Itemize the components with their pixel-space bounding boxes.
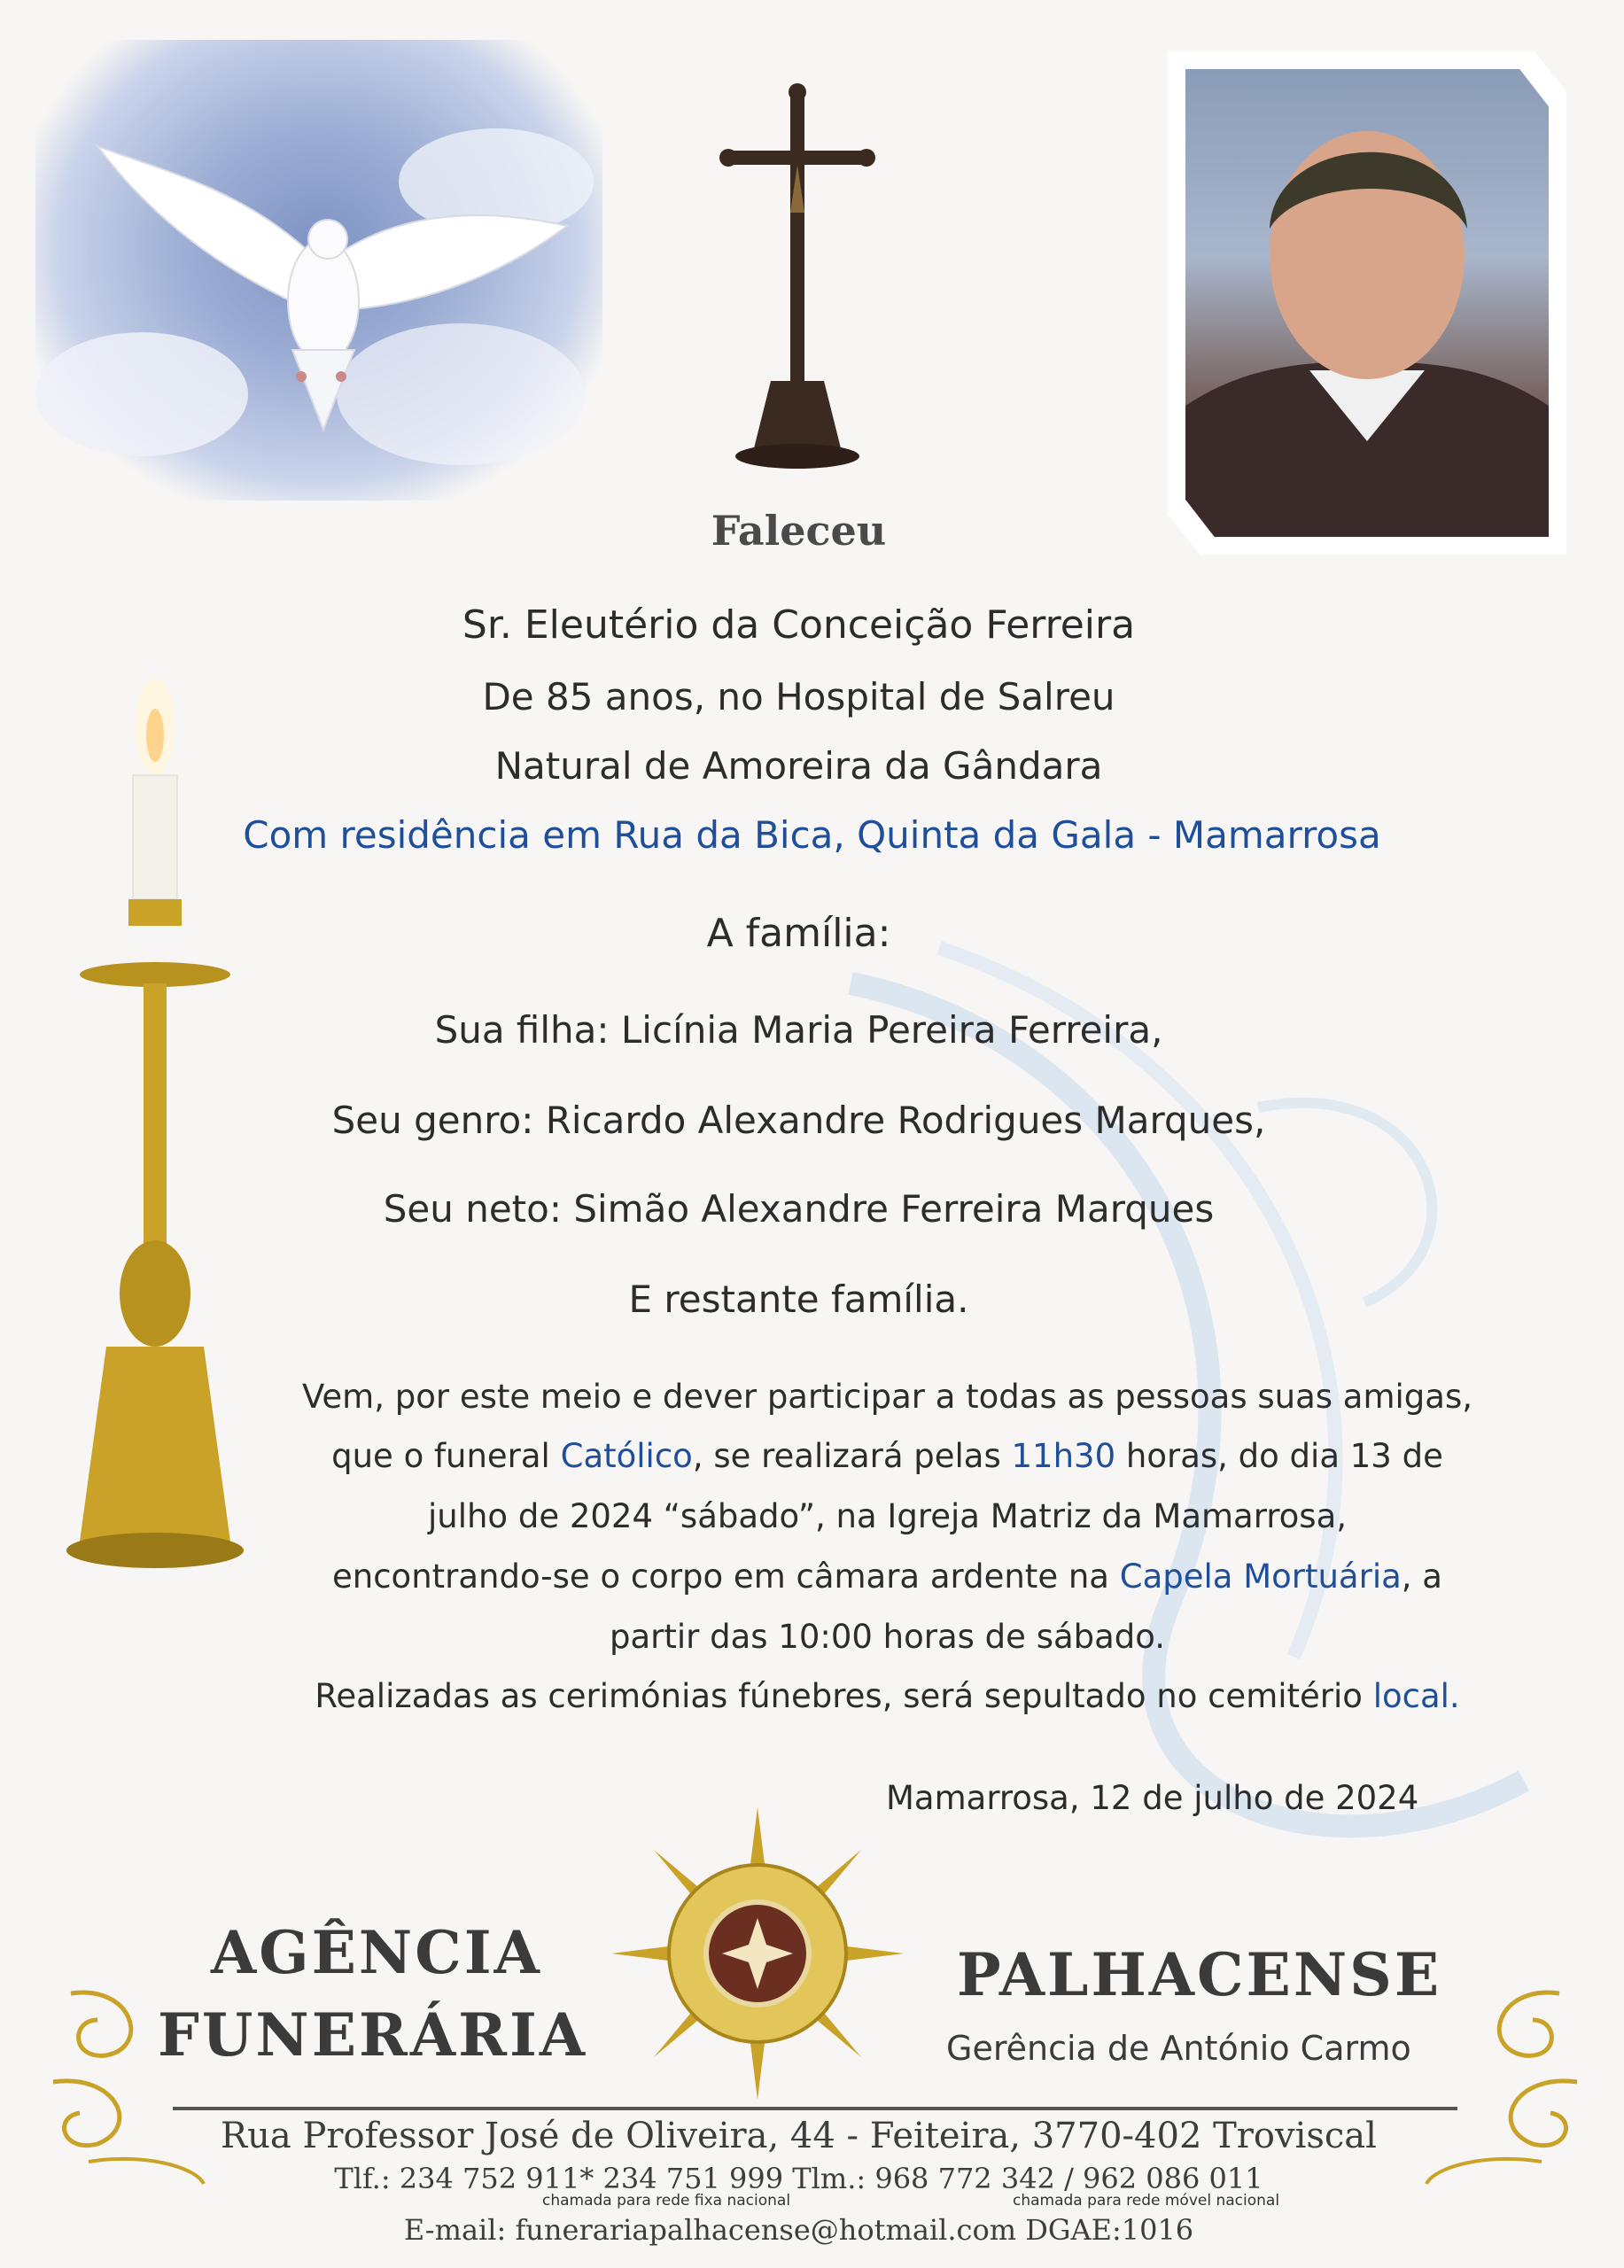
portrait-photo (1168, 51, 1566, 555)
family-member: Seu genro: Ricardo Alexandre Rodrigues Marques, (331, 1099, 1266, 1142)
highlight-local: local. (1372, 1677, 1460, 1715)
family-member: E restante família. (628, 1278, 969, 1321)
announcement-line-2: que o funeral Católico, se realizará pelas 11h30 horas, do dia 13 de (331, 1437, 1443, 1475)
announcement-line-5: partir das 10:00 horas de sábado. (609, 1618, 1166, 1656)
note-mobile-line: chamada para rede móvel nacional (1013, 2192, 1280, 2210)
origin: Natural de Amoreira da Gândara (494, 744, 1103, 788)
agency-emblem-icon (611, 1807, 904, 2100)
gold-ornament-right-icon (1418, 1976, 1595, 2188)
footer-email: E-mail: funerariapalhacense@hotmail.com DGAE:1016 (403, 2213, 1194, 2247)
announcement-line-6: Realizadas as cerimónias fúnebres, será sepultado no cemitério local. (315, 1677, 1460, 1715)
dove-clouds-image (35, 40, 602, 501)
agency-word-agencia: AGÊNCIA (211, 1918, 542, 1987)
agency-management: Gerência de António Carmo (946, 2029, 1411, 2068)
highlight-catolico: Católico (560, 1437, 693, 1475)
footer-address: Rua Professor José de Oliveira, 44 - Feiteira, 3770-402 Troviscal (221, 2116, 1377, 2156)
agency-word-funeraria: FUNERÁRIA (158, 2000, 588, 2070)
announcement-line-3: julho de 2024 “sábado”, na Igreja Matriz da Mamarrosa, (427, 1497, 1348, 1535)
deceased-name: Sr. Eleutério da Conceição Ferreira (462, 602, 1136, 648)
note-fixed-line: chamada para rede fixa nacional (542, 2192, 791, 2210)
announcement-line-4: encontrando-se o corpo em câmara ardente na Capela Mortuária, a (332, 1557, 1442, 1596)
family-heading: A família: (706, 911, 891, 956)
highlight-time: 11h30 (1011, 1437, 1116, 1475)
residence: Com residência em Rua da Bica, Quinta da Gala - Mamarrosa (243, 813, 1381, 857)
gold-ornament-left-icon (35, 1976, 213, 2188)
place-and-date: Mamarrosa, 12 de julho de 2024 (886, 1779, 1419, 1817)
family-member: Seu neto: Simão Alexandre Ferreira Marques (383, 1187, 1215, 1231)
highlight-chapel: Capela Mortuária (1119, 1557, 1402, 1596)
family-member: Sua filha: Licínia Maria Pereira Ferreira, (434, 1008, 1163, 1052)
footer-phones: Tlf.: 234 752 911* 234 751 999 Tlm.: 968 772 342 / 962 086 011 (334, 2162, 1263, 2195)
agency-word-palhacense: PALHACENSE (957, 1940, 1442, 2009)
footer-divider (173, 2107, 1457, 2110)
crucifix-icon (709, 80, 886, 478)
announcement-line-1: Vem, por este meio e dever participar a todas as pessoas suas amigas, (301, 1378, 1472, 1416)
heading-faleceu: Faleceu (711, 507, 887, 555)
age-and-place: De 85 anos, no Hospital de Salreu (482, 675, 1115, 718)
decorative-swirl (797, 930, 1559, 1905)
